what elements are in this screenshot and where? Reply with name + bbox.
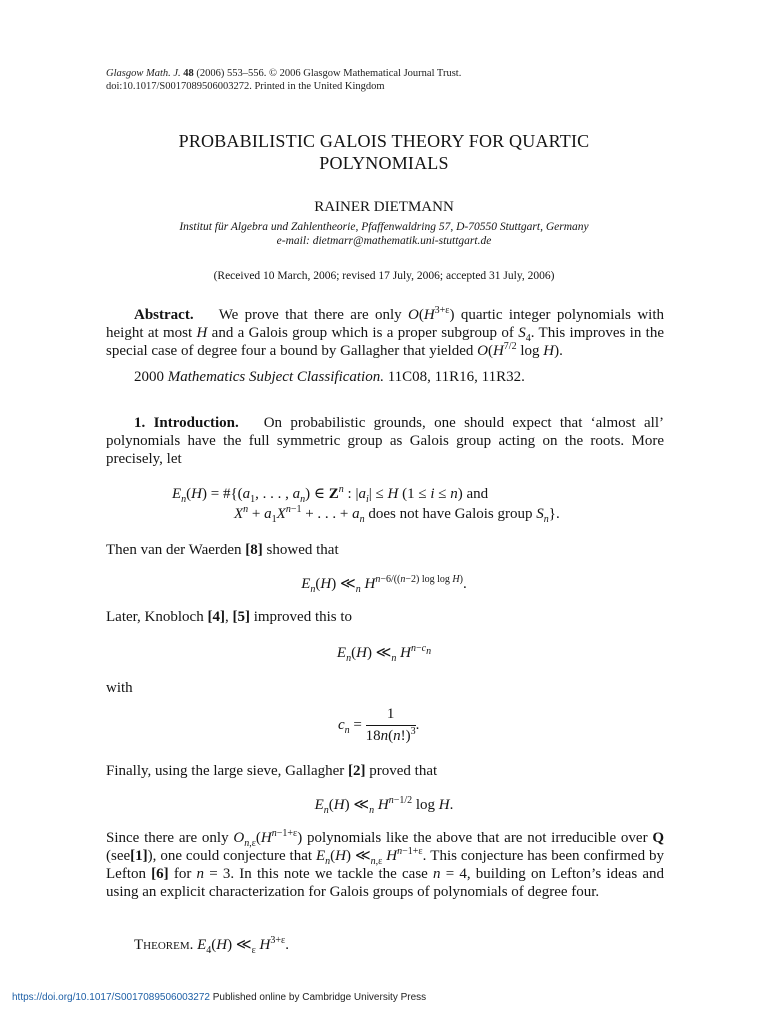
conjecture-paragraph: Since there are only $O_{n,\varepsilon}(H^{n-1+\varepsilon})$ polynomials like the above that are not irreducible over Q (see[1]), one could conjecture that $E_n(H)$ $≪_{n,\varepsilon}$ $H^{n-1+\varepsilon}$. This conjecture has been confirmed by Lefton [6] for n = 3. In this note we tackle the case n = 4, building on Lefton’s ideas and using an explicit characterization for Galois groups of polynomials of degree four. bbox=[106, 828, 665, 900]
intro-text: . In this note we tackle the case bbox=[230, 866, 428, 882]
intro-text: improved this to bbox=[253, 609, 353, 625]
theorem-label: Theorem. bbox=[134, 937, 194, 953]
abstract-text: and a Galois group which is a proper subgroup of bbox=[211, 325, 514, 341]
formula-definition-line-2: $X^n + a_1X^{n-1}$ + . . . + $a_n$ does not have Galois group $S_n$}. bbox=[234, 504, 560, 525]
received-dates: (Received 10 March, 2006; revised 17 July, 2006; accepted 31 July, 2006) bbox=[213, 270, 555, 282]
intro-text: showed that bbox=[266, 542, 339, 558]
waerden-paragraph bbox=[106, 541, 664, 559]
author-affiliation bbox=[100, 220, 668, 248]
msc-year: 2000 bbox=[134, 369, 164, 385]
abstract-label: Abstract. bbox=[134, 307, 194, 323]
intro-text: On probabilistic grounds, one should expect that ‘almost all’ polynomials have the full symmetric group as Galois group acting on the roots. More precisely, let bbox=[106, 415, 664, 467]
intro-text: ), one could conjecture that bbox=[147, 848, 313, 864]
author-email: e-mail: dietmarr@mathematik.uni-stuttgart.de bbox=[276, 235, 492, 247]
intro-text: proved that bbox=[369, 763, 438, 779]
intro-text: . This conjecture has been confirmed by Lefton bbox=[106, 848, 665, 882]
abstract-text: . This improves in the special case of degree four a bound by Gallagher that yielded bbox=[106, 325, 664, 359]
abstract-text: quartic integer polynomials with height at most bbox=[106, 307, 664, 341]
doi-link[interactable]: https://doi.org/10.1017/S0017089506003272 bbox=[12, 992, 210, 1003]
formula-knobloch: $E_n(H)$ $≪_n$ $H^{n-c_n}$ bbox=[336, 643, 432, 664]
title-line-2: POLYNOMIALS bbox=[319, 153, 449, 173]
intro-text: (see bbox=[106, 848, 131, 864]
intro-text: Later, Knobloch bbox=[106, 609, 204, 625]
msc-codes: 11C08, 11R16, 11R32. bbox=[387, 369, 525, 385]
journal-reference bbox=[106, 67, 461, 93]
footer bbox=[12, 992, 426, 1003]
citation-2: [2] bbox=[348, 763, 366, 779]
gallagher-paragraph bbox=[106, 762, 664, 780]
abstract-text: We prove that there are only bbox=[218, 307, 402, 323]
msc-classification bbox=[106, 368, 664, 386]
journal-year-pages: (2006) 553–556. bbox=[196, 68, 267, 79]
intro-text: , building on Lefton’s ideas and using an explicit characterization for Galois groups of polynomials of degree four. bbox=[106, 866, 664, 900]
intro-text: polynomials like the above that are not irreducible over bbox=[307, 830, 648, 846]
intro-text: Finally, using the large sieve, Gallagher bbox=[106, 763, 345, 779]
journal-volume: 48 bbox=[183, 68, 194, 79]
intro-paragraph bbox=[106, 414, 664, 468]
citation-6: [6] bbox=[151, 866, 169, 882]
intro-text: for bbox=[173, 866, 192, 882]
citation-5: [5] bbox=[232, 609, 250, 625]
affiliation-line: Institut für Algebra und Zahlentheorie, Pfaffenwaldring 57, D-70550 Stuttgart, Germany bbox=[179, 221, 589, 233]
formula-waerden: $E_n(H)$ $≪_n$ $H^{n-6/((n-2) log log H)}$. bbox=[301, 574, 467, 595]
abstract: Abstract. We prove that there are only $O(H^{3+\varepsilon})$ quartic integer polynomials with height at most H and a Galois group which is a proper subgroup of $S_4$. This improves in the special case of degree four a bound by Gallagher that yielded $O(H^{7/2}$ log H). bbox=[106, 305, 664, 359]
intro-text: Since there are only bbox=[106, 830, 229, 846]
paper-title bbox=[100, 130, 668, 174]
formula-definition-line-1: $E_n(H)$ = $\#\{(a_1$, . . . , $a_n$) ∈ $Z^n$ : $|a_i| \le H$ (1 ≤ i ≤ n) and bbox=[172, 484, 489, 505]
journal-citation-line bbox=[106, 67, 461, 80]
title-line-1: PROBABILISTIC GALOIS THEORY FOR QUARTIC bbox=[178, 131, 590, 151]
journal-name: Glasgow Math. J. bbox=[106, 68, 181, 79]
journal-doi-line: doi:10.1017/S0017089506003272. Printed in the United Kingdom bbox=[106, 81, 385, 92]
intro-text: Then van der Waerden bbox=[106, 542, 242, 558]
author-name: RAINER DIETMANN bbox=[314, 199, 454, 215]
citation-8: [8] bbox=[245, 542, 263, 558]
theorem-statement: Theorem. $E_4(H)$ $≪_\varepsilon$ $H^{3+\varepsilon}$. bbox=[134, 935, 289, 956]
formula-gallagher: $E_n(H)$ $≪_n$ $H^{n-1/2}$ log H. bbox=[314, 795, 454, 816]
formula-cn: $c_n$ = $\frac{1}{18n(n!)^3}$ . bbox=[338, 706, 420, 744]
fraction: $\frac{1}{18n(n!)^3}$ bbox=[365, 706, 416, 744]
msc-label: Mathematics Subject Classification. bbox=[167, 369, 384, 385]
citation-1: [1] bbox=[130, 848, 148, 864]
citation-4: [4] bbox=[207, 609, 225, 625]
journal-copyright: © 2006 Glasgow Mathematical Journal Trust. bbox=[269, 68, 462, 79]
published-online-text: Published online by Cambridge University Press bbox=[212, 992, 427, 1003]
with-text: with bbox=[106, 680, 133, 696]
section-heading: 1. Introduction. bbox=[134, 415, 239, 431]
knobloch-paragraph: Later, Knobloch [4], [5] improved this to bbox=[106, 609, 353, 625]
